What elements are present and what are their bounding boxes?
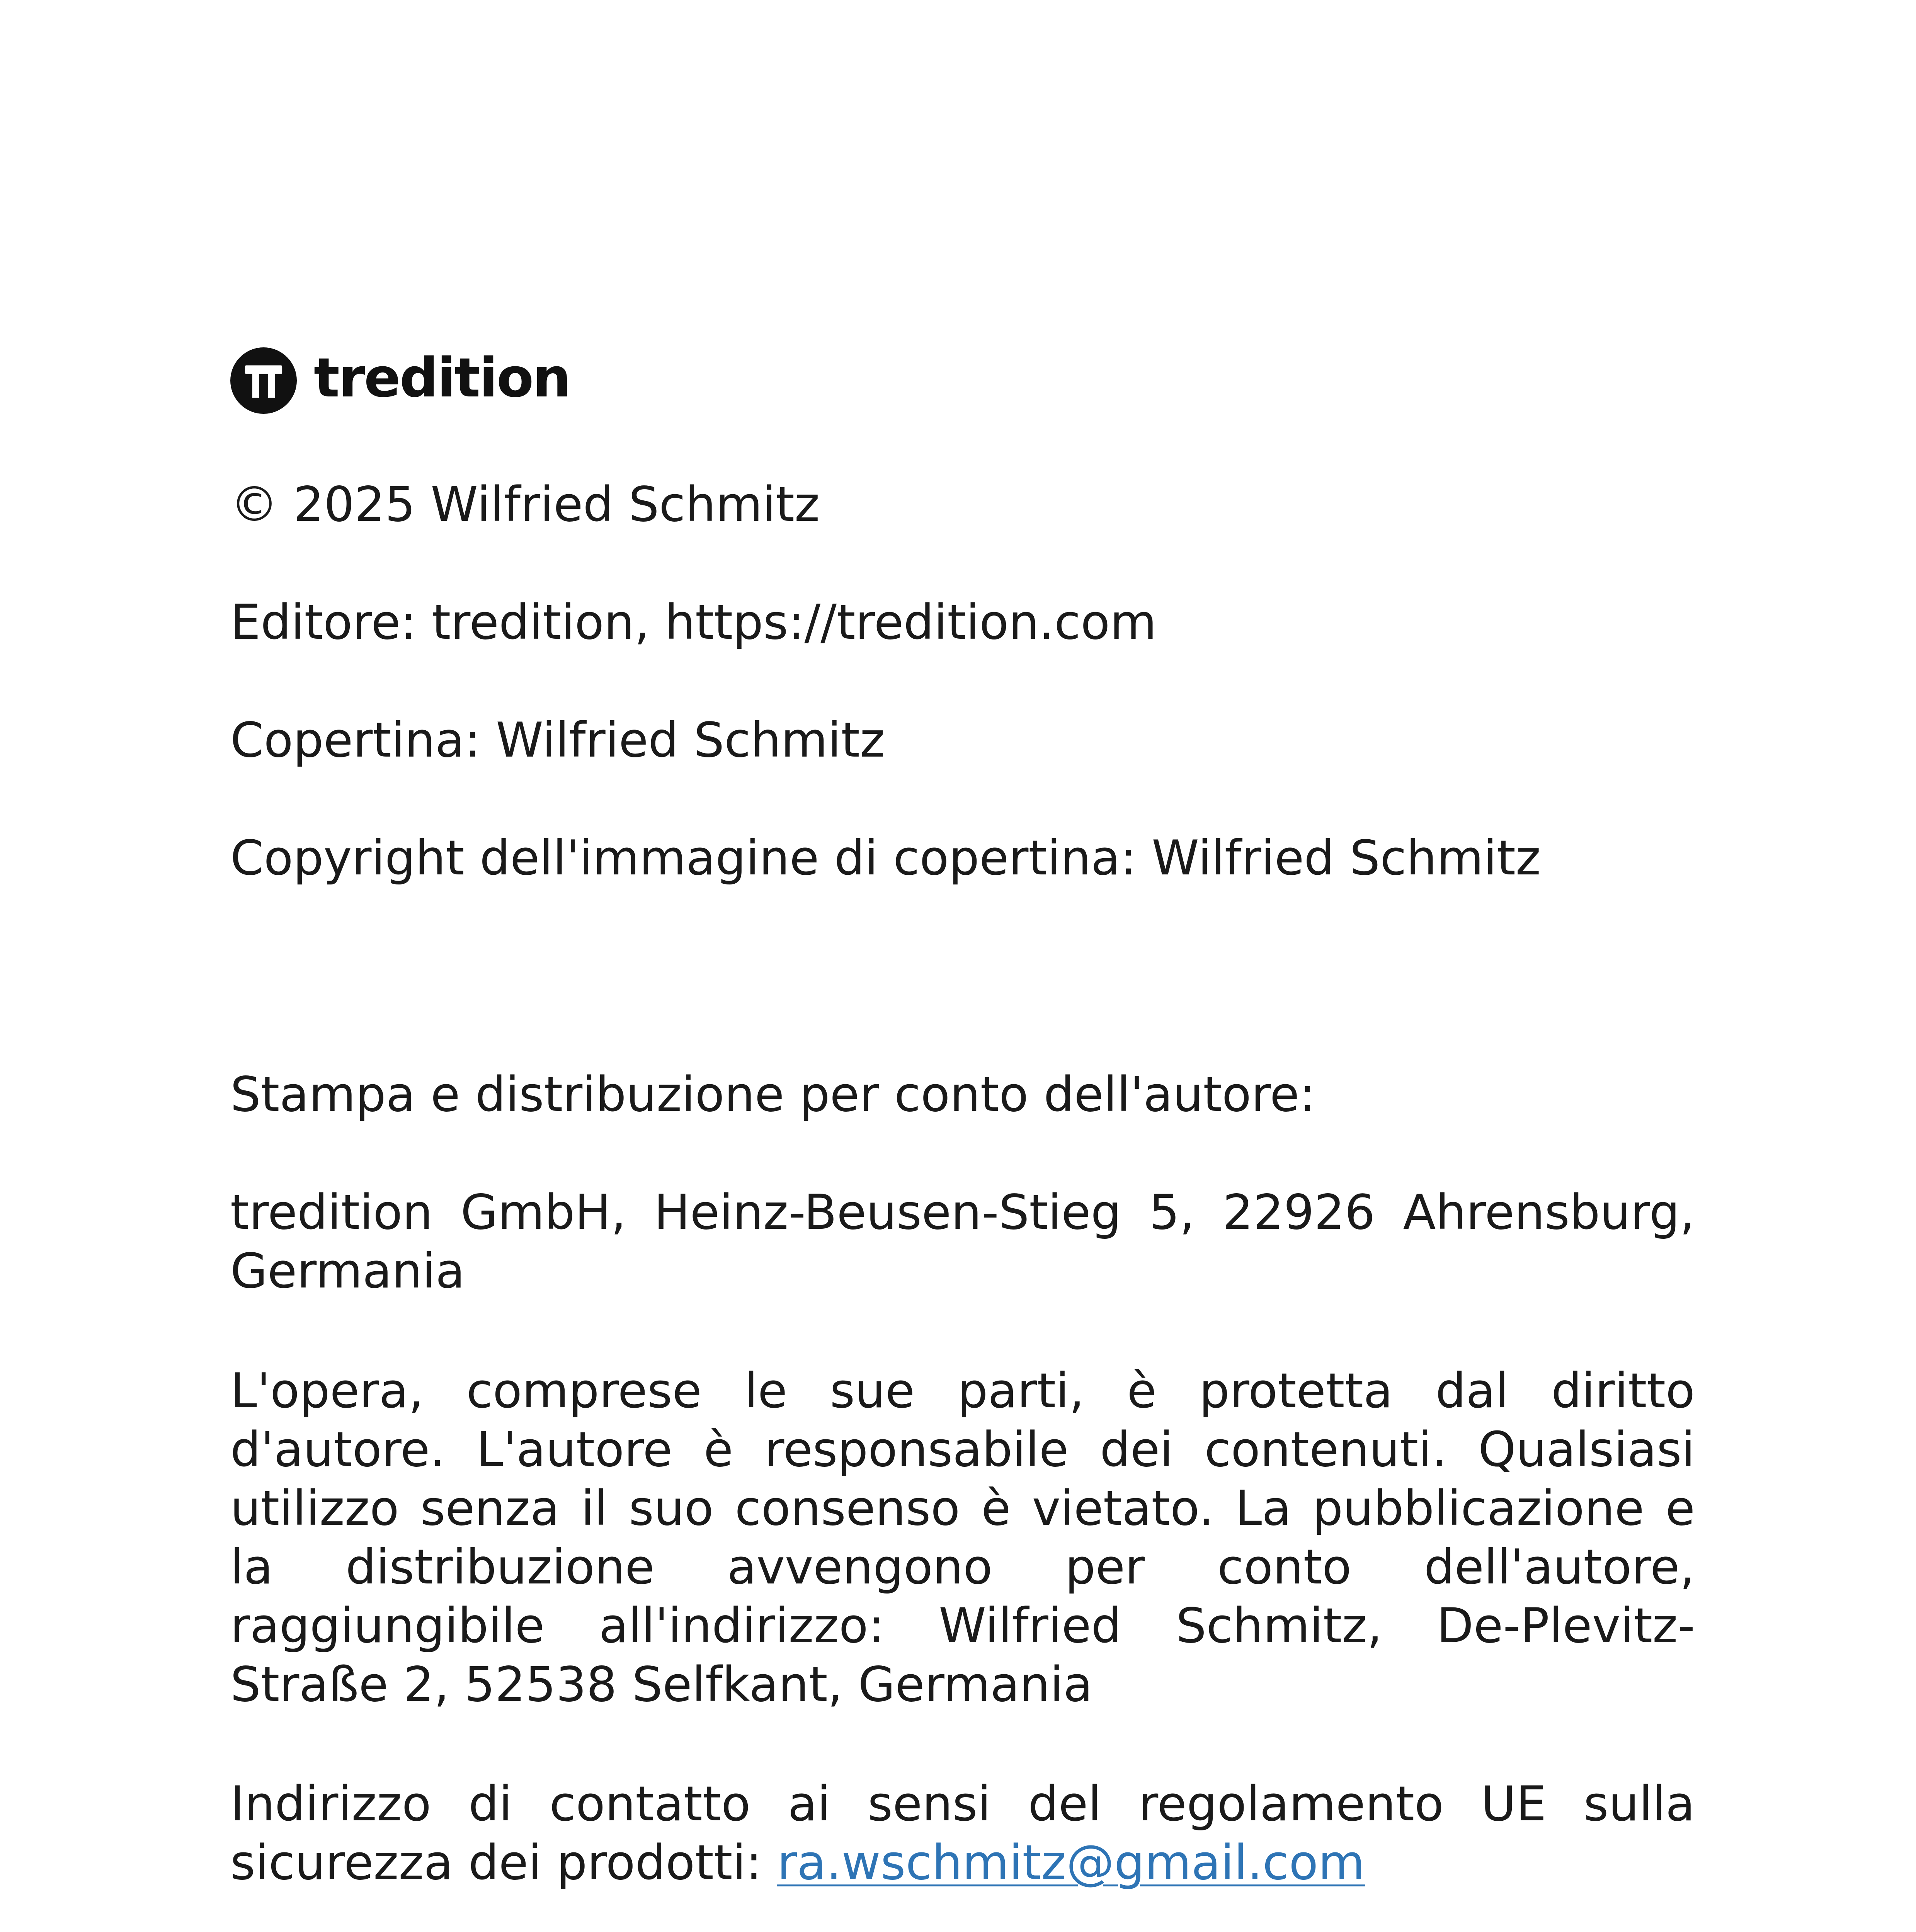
cover-line: Copertina: Wilfried Schmitz bbox=[230, 713, 885, 768]
contact-email-link[interactable]: ra.wschmitz@gmail.com bbox=[777, 1835, 1365, 1891]
tredition-logo bbox=[230, 346, 570, 415]
publisher-line: Editore: tredition, https://tredition.com bbox=[230, 595, 1157, 650]
printer-address: tredition GmbH, Heinz-Beusen-Stieg 5, 22926 Ahrensburg, Germania bbox=[230, 1185, 1695, 1299]
cover-image-copyright-line: Copyright dell'immagine di copertina: Wilfried Schmitz bbox=[230, 830, 1541, 886]
copyright-line: © 2025 Wilfried Schmitz bbox=[230, 477, 820, 532]
rights-notice: L'opera, comprese le sue parti, è protetta dal diritto d'autore. L'autore è responsabile dei contenuti. Qualsiasi utilizzo senza il suo consenso è vietato. La pubblicazione e la distribuzione avvengono per conto dell'autore, raggiungibile all'indirizzo: Wilfried Schmitz, De-Plevitz-Straße 2, 52538 Selfkant, Germania bbox=[230, 1363, 1695, 1713]
contact-text: Indirizzo di contatto ai sensi del regolamento UE sulla sicurezza dei prodotti: bbox=[230, 1776, 1695, 1891]
tredition-wordmark: tredition bbox=[314, 347, 570, 410]
printing-heading: Stampa e distribuzione per conto dell'autore: bbox=[230, 1067, 1316, 1122]
tredition-logo-icon bbox=[230, 347, 297, 414]
contact-paragraph bbox=[230, 1775, 1695, 1892]
